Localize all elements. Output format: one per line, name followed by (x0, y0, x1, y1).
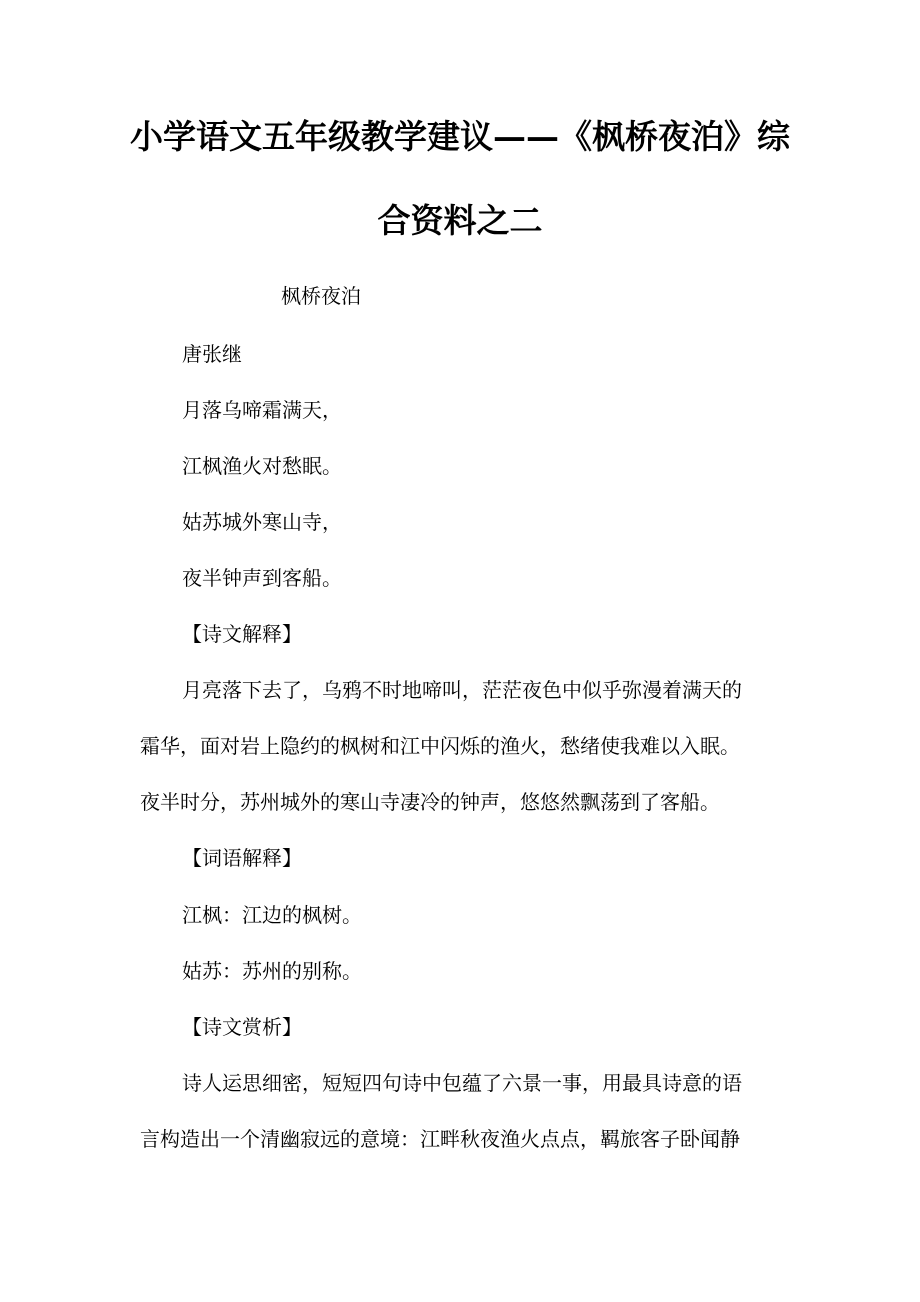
vocabulary-item: 江枫：江边的枫树。 (182, 903, 362, 927)
explanation-paragraph-line: 霜华，面对岩上隐约的枫树和江中闪烁的渔火，愁绪使我难以入眠。 (140, 734, 740, 758)
poem-title: 枫桥夜泊 (281, 284, 361, 308)
poem-line: 姑苏城外寒山寺， (182, 510, 342, 534)
explanation-paragraph-line: 月亮落下去了，乌鸦不时地啼叫，茫茫夜色中似乎弥漫着满天的 (182, 678, 742, 702)
poem-line: 月落乌啼霜满天， (182, 398, 342, 422)
vocabulary-heading: 【词语解释】 (182, 846, 302, 870)
vocabulary-item: 姑苏：苏州的别称。 (182, 959, 362, 983)
poem-line: 夜半钟声到客船。 (182, 566, 342, 590)
poem-line: 江枫渔火对愁眠。 (182, 454, 342, 478)
appreciation-paragraph-line: 言构造出一个清幽寂远的意境：江畔秋夜渔火点点，羁旅客子卧闻静 (140, 1127, 740, 1151)
document-title-line-2: 合资料之二 (377, 201, 543, 240)
poem-author: 唐张继 (182, 342, 242, 366)
appreciation-heading: 【诗文赏析】 (182, 1015, 302, 1039)
appreciation-paragraph-line: 诗人运思细密，短短四句诗中包蕴了六景一事，用最具诗意的语 (182, 1071, 742, 1095)
explanation-heading: 【诗文解释】 (182, 622, 302, 646)
explanation-paragraph-line: 夜半时分，苏州城外的寒山寺凄冷的钟声，悠悠然飘荡到了客船。 (140, 790, 720, 814)
document-title-line-1: 小学语文五年级教学建议——《枫桥夜泊》综 (130, 117, 790, 156)
